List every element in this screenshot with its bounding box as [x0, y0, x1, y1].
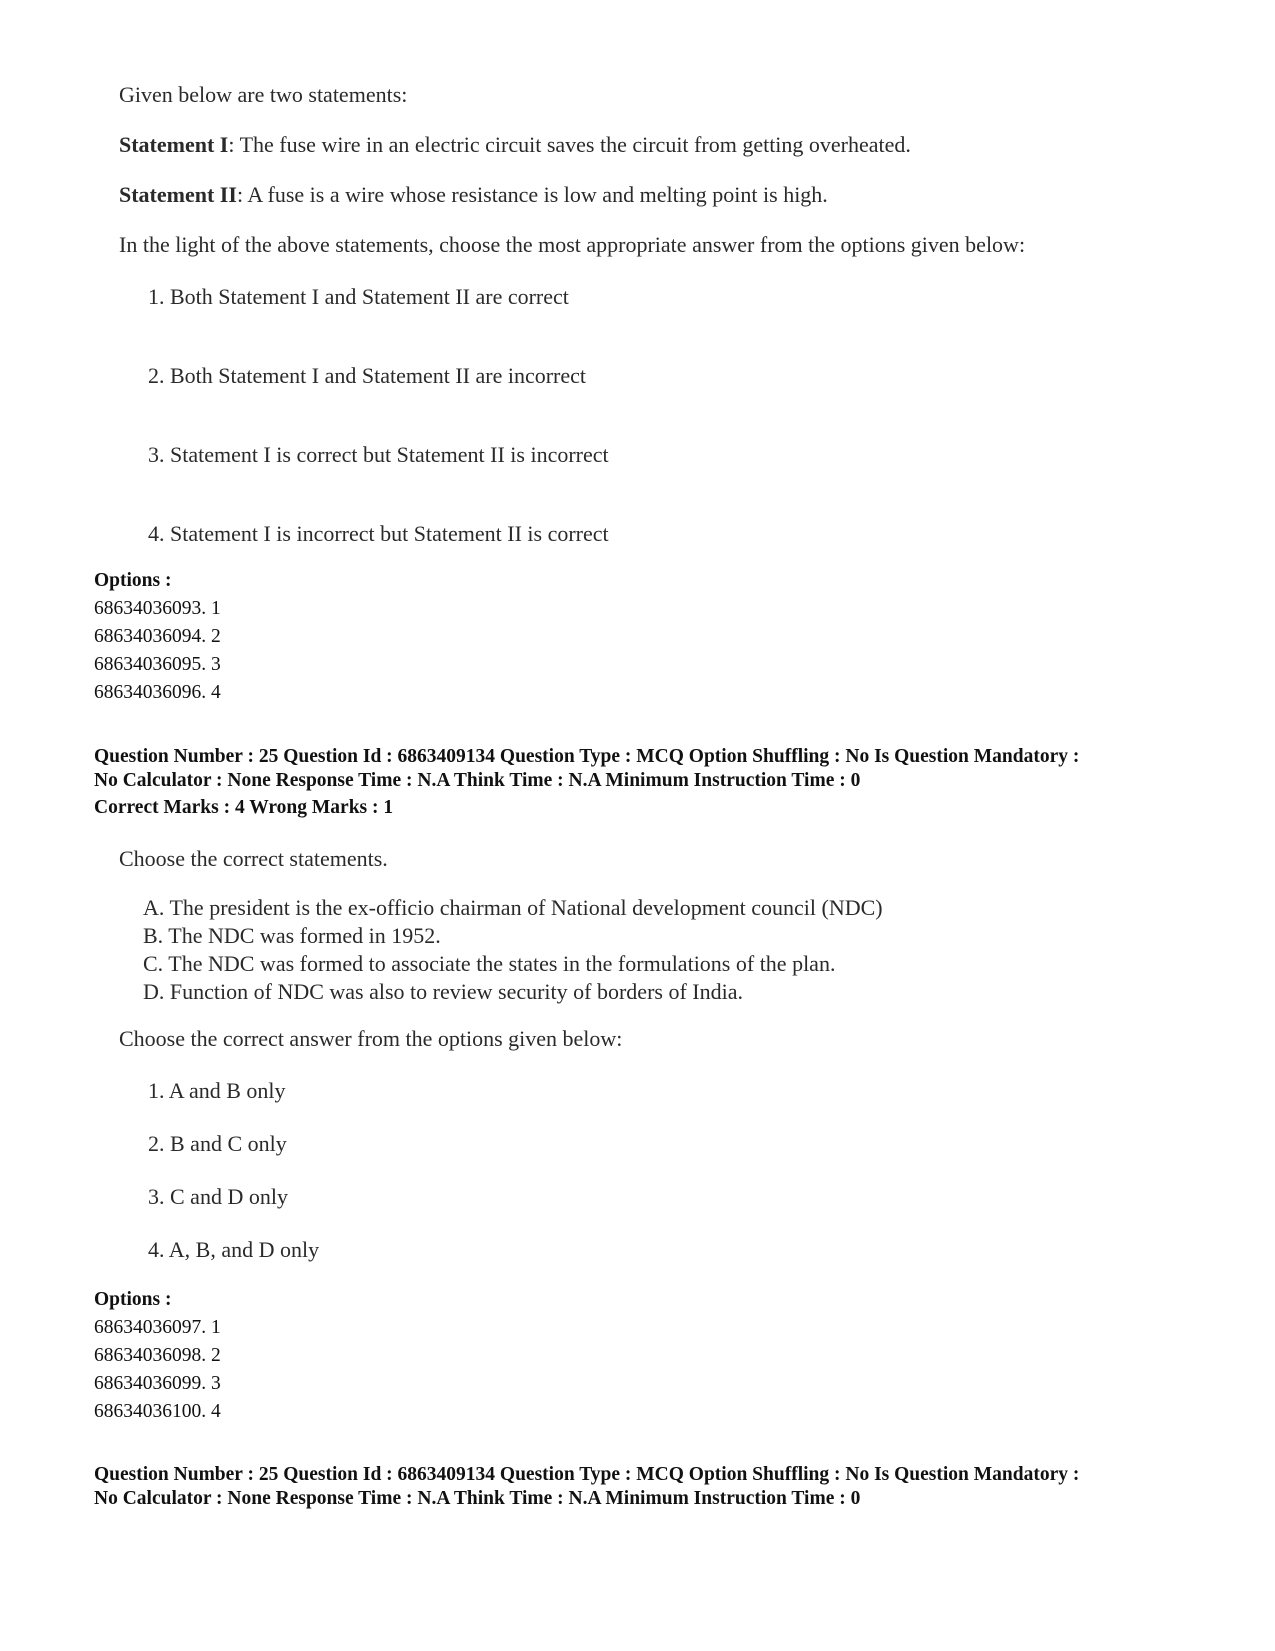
- question-meta-line-2: No Calculator : None Response Time : N.A Think Time : N.A Minimum Instruction Time : 0: [94, 1488, 861, 1509]
- q2-instruction: Choose the correct answer from the options given below:: [119, 1026, 623, 1051]
- q2-statement-c: C. The NDC was formed to associate the states in the formulations of the plan.: [143, 951, 836, 976]
- q1-intro: Given below are two statements:: [119, 82, 408, 107]
- question-meta-line-1: Question Number : 25 Question Id : 6863409134 Question Type : MCQ Option Shuffling : No Is Question Mandatory :: [94, 1464, 1080, 1485]
- q1-statement-2: [119, 182, 828, 208]
- q2-option-row: 68634036098. 2: [94, 1345, 221, 1366]
- q1-option-row: 68634036095. 3: [94, 654, 221, 675]
- q1-option-row: 68634036096. 4: [94, 682, 221, 703]
- q1-options-heading: Options :: [94, 570, 172, 591]
- statement-2-text: : A fuse is a wire whose resistance is low and melting point is high.: [236, 182, 828, 207]
- q2-choice-4: 4. A, B, and D only: [148, 1237, 320, 1262]
- q1-choice-2: 2. Both Statement I and Statement II are incorrect: [148, 363, 587, 388]
- q2-intro: Choose the correct statements.: [119, 846, 388, 871]
- q1-instruction: In the light of the above statements, choose the most appropriate answer from the options given below:: [119, 232, 1026, 257]
- q2-statement-b: B. The NDC was formed in 1952.: [143, 923, 441, 948]
- statement-1-label: Statement I: [119, 132, 229, 157]
- q1-choice-3: 3. Statement I is correct but Statement II is incorrect: [148, 442, 609, 467]
- q2-statement-d: D. Function of NDC was also to review security of borders of India.: [143, 979, 743, 1004]
- q1-choice-1: 1. Both Statement I and Statement II are correct: [148, 284, 569, 309]
- q2-choice-1: 1. A and B only: [148, 1078, 286, 1103]
- q1-choice-4: 4. Statement I is incorrect but Statement II is correct: [148, 521, 609, 546]
- question-meta-line-2: No Calculator : None Response Time : N.A Think Time : N.A Minimum Instruction Time : 0: [94, 770, 861, 791]
- q2-option-row: 68634036097. 1: [94, 1317, 221, 1338]
- q2-choice-3: 3. C and D only: [148, 1184, 288, 1209]
- q2-choice-2: 2. B and C only: [148, 1131, 287, 1156]
- q2-option-row: 68634036100. 4: [94, 1401, 221, 1422]
- q1-statement-1: [119, 132, 911, 158]
- q2-options-heading: Options :: [94, 1289, 172, 1310]
- statement-1-text: : The fuse wire in an electric circuit saves the circuit from getting overheated.: [228, 132, 911, 157]
- question-meta-line-1: Question Number : 25 Question Id : 6863409134 Question Type : MCQ Option Shuffling : No Is Question Mandatory :: [94, 746, 1080, 767]
- q2-statement-a: A. The president is the ex-officio chairman of National development council (NDC): [143, 895, 883, 920]
- q2-option-row: 68634036099. 3: [94, 1373, 221, 1394]
- q1-option-row: 68634036093. 1: [94, 598, 221, 619]
- statement-2-label: Statement II: [119, 182, 237, 207]
- question-marks: Correct Marks : 4 Wrong Marks : 1: [94, 797, 394, 818]
- q1-option-row: 68634036094. 2: [94, 626, 221, 647]
